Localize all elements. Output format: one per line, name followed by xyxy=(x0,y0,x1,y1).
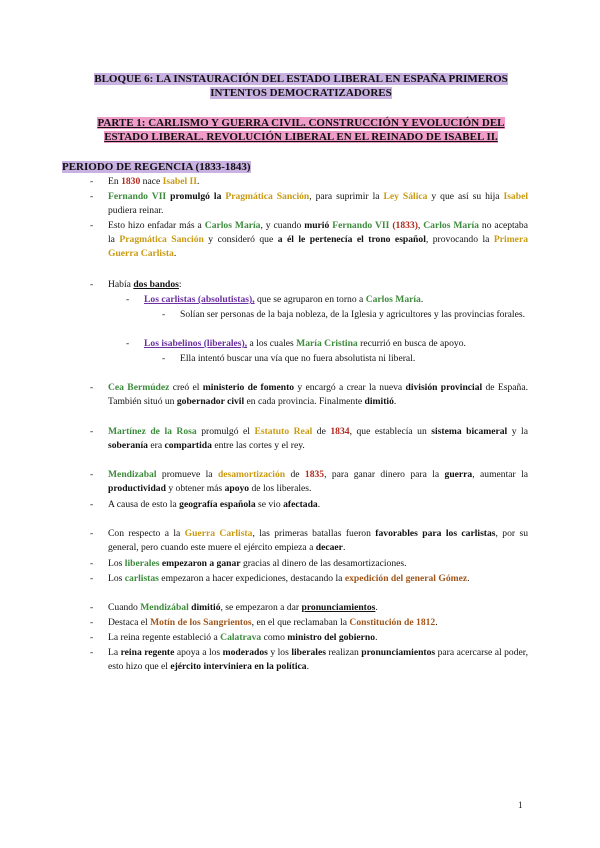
text: a los cuales xyxy=(247,338,297,349)
highlight-date: 1830 xyxy=(121,176,141,187)
text: y encargó a crear la nueva xyxy=(294,382,406,393)
page-number: 1 xyxy=(518,800,523,810)
text: , en el que reclamaban la xyxy=(251,617,350,628)
bold-text: pronunciamientos xyxy=(361,647,436,658)
text: . xyxy=(420,294,424,305)
list-item xyxy=(108,631,528,645)
highlight-term: Estatuto Real xyxy=(254,426,313,437)
bullet-marker: - xyxy=(90,528,94,539)
bullet-marker: - xyxy=(126,294,130,305)
text: no aceptaba la xyxy=(108,220,528,245)
bold-text: dimitió xyxy=(191,602,221,613)
bullet-marker: - xyxy=(90,647,94,658)
highlight-person: Carlos María xyxy=(204,220,261,231)
text: gracias al dinero de las desamortizaciones. xyxy=(240,558,407,569)
bold-text: gobernador civil xyxy=(176,396,245,407)
bullet-marker: - xyxy=(90,617,94,628)
text: empezaron a hacer expediciones, destacando la xyxy=(158,573,345,584)
bullet-marker: - xyxy=(162,353,166,364)
text: , se empezaron a dar xyxy=(220,602,302,613)
text: , que establecía un xyxy=(349,426,432,437)
text: apoya a los xyxy=(174,647,223,658)
highlight-date: 1835 xyxy=(304,469,325,480)
text: . xyxy=(342,542,346,553)
text: para acercarse al poder, esto hizo que el xyxy=(108,647,528,672)
text: , xyxy=(417,220,424,231)
text: y la xyxy=(507,426,528,437)
text: y que así su hija xyxy=(427,191,504,202)
list-item xyxy=(108,601,528,615)
text: Solían ser personas de la baja nobleza, de la Iglesia y agricultores y las provincias forales. xyxy=(180,309,525,320)
text: de España. También situó un xyxy=(108,382,528,407)
text: de xyxy=(312,426,331,437)
bold-text: empezaron a ganar xyxy=(161,558,241,569)
text: . xyxy=(306,661,309,672)
bold-text: afectada xyxy=(283,499,318,510)
bold-text: ministerio de fomento xyxy=(202,382,295,393)
list-item xyxy=(108,498,528,512)
highlight-person: Fernando VII xyxy=(108,191,167,202)
text: pudiera reinar. xyxy=(108,205,164,216)
text: Los xyxy=(108,558,125,569)
highlight-person: Mendizabal xyxy=(108,469,157,480)
text: . xyxy=(375,602,378,613)
bullet-marker: - xyxy=(90,279,94,290)
list-item xyxy=(108,468,528,496)
text: A causa de esto la xyxy=(108,499,180,510)
list-item xyxy=(108,175,528,189)
text: En xyxy=(108,176,122,187)
text: recurrió en busca de apoyo. xyxy=(357,338,466,349)
text: . xyxy=(375,632,378,643)
bullet-marker: - xyxy=(90,602,94,613)
list-item xyxy=(180,352,528,366)
text: nace xyxy=(140,176,163,187)
text: , para ganar dinero para la xyxy=(324,469,445,480)
text: La reina regente estableció a xyxy=(108,632,221,643)
highlight-person: Mendizábal xyxy=(140,602,189,613)
list-item xyxy=(144,337,528,351)
list-item xyxy=(108,278,528,292)
list-item xyxy=(108,381,528,409)
text: Con respecto a la xyxy=(108,528,185,539)
bold-text: reina regente xyxy=(120,647,175,658)
highlight-term: Primera Guerra Carlista xyxy=(108,234,528,259)
text: y obtener más xyxy=(165,483,225,494)
highlight-person: Isabel II xyxy=(162,176,198,187)
text: de los liberales. xyxy=(249,483,312,494)
bullet-marker: - xyxy=(90,382,94,393)
bold-text: productividad xyxy=(108,483,166,494)
text: promulgó el xyxy=(196,426,255,437)
text: , las primeras batallas fueron xyxy=(252,528,376,539)
text: Cuando xyxy=(108,602,141,613)
text: realizan xyxy=(325,647,362,658)
text: La xyxy=(108,647,121,658)
list-item xyxy=(108,527,528,555)
text: y los xyxy=(267,647,292,658)
highlight-person: Carlos María xyxy=(365,294,421,305)
text: : xyxy=(178,279,182,290)
text: Esto hizo enfadar más a xyxy=(108,220,205,231)
highlight-person: Martínez de la Rosa xyxy=(108,426,197,437)
part-title xyxy=(86,116,516,144)
highlight-event: Motín de los Sangrientos xyxy=(150,617,252,628)
bold-text: apoyo xyxy=(224,483,250,494)
bold-text: división provincial xyxy=(405,382,483,393)
list-item xyxy=(108,425,528,453)
list-item xyxy=(108,219,528,261)
text: Había xyxy=(108,279,134,290)
bold-text: liberales xyxy=(291,647,326,658)
bullet-marker: - xyxy=(90,558,94,569)
highlight-term: Guerra Carlista xyxy=(184,528,253,539)
bold-text: promulgó la xyxy=(170,191,222,202)
section-heading xyxy=(62,160,251,174)
highlight-date: 1834 xyxy=(330,426,350,437)
text: como xyxy=(261,632,288,643)
block-title-line2: INTENTOS DEMOCRATIZADORES xyxy=(210,87,392,99)
list-item xyxy=(108,557,528,571)
bold-text: dimitió xyxy=(364,396,394,407)
text: se vio xyxy=(255,499,284,510)
bullet-marker: - xyxy=(90,632,94,643)
highlight-group: liberales xyxy=(124,558,160,569)
text: . xyxy=(393,396,397,407)
section-heading-text: PERIODO DE REGENCIA (1833-1843) xyxy=(62,161,251,173)
list-item xyxy=(180,308,528,322)
text: Destaca el xyxy=(108,617,151,628)
bold-text: guerra xyxy=(444,469,473,480)
bold-text: moderados xyxy=(222,647,268,658)
bold-text: soberanía xyxy=(108,440,148,451)
text: entre las cortes y el rey. xyxy=(211,440,305,451)
highlight-group: Los carlistas (absolutistas), xyxy=(144,294,255,305)
bullet-marker: - xyxy=(90,191,94,202)
list-item xyxy=(108,190,528,218)
bullet-marker: - xyxy=(90,176,94,187)
bold-text: a él le pertenecía el trono español xyxy=(277,234,426,245)
highlight-group: Los isabelinos (liberales), xyxy=(144,338,248,349)
text: creó el xyxy=(169,382,203,393)
text: y consideró que xyxy=(203,234,278,245)
highlight-event: Constitución de 1812 xyxy=(349,617,436,628)
highlight-term: desamortización xyxy=(217,469,286,480)
highlight-group: carlistas xyxy=(124,573,159,584)
bullet-marker: - xyxy=(90,469,94,480)
text: en cada provincia. Finalmente xyxy=(244,396,365,407)
text: , aumentar la xyxy=(472,469,529,480)
highlight-person: Calatrava xyxy=(220,632,262,643)
bold-text: ministro del gobierno xyxy=(287,632,376,643)
text: . xyxy=(317,499,321,510)
text: . xyxy=(197,176,200,187)
text: , provocando la xyxy=(425,234,494,245)
text: , para suprimir la xyxy=(309,191,384,202)
text: promueve la xyxy=(156,469,218,480)
highlight-term: Ley Sálica xyxy=(383,191,428,202)
text: . xyxy=(435,617,438,628)
bold-text: murió xyxy=(304,220,330,231)
bullet-marker: - xyxy=(162,309,166,320)
block-title xyxy=(86,72,516,100)
bold-text: dos bandos xyxy=(133,279,179,290)
highlight-person: María Cristina xyxy=(296,338,358,349)
bullet-marker: - xyxy=(90,573,94,584)
highlight-date: (1833) xyxy=(392,220,418,231)
highlight-term: Pragmática Sanción xyxy=(225,191,310,202)
text: que se agruparon en torno a xyxy=(254,294,366,305)
highlight-person: Fernando VII xyxy=(332,220,390,231)
bold-text: sistema bicameral xyxy=(431,426,508,437)
highlight-person: Isabel xyxy=(503,191,528,202)
list-item xyxy=(144,293,528,307)
part-title-line2: ESTADO LIBERAL. REVOLUCIÓN LIBERAL EN EL REINADO DE ISABEL II. xyxy=(104,131,498,143)
text: de xyxy=(285,469,305,480)
list-item xyxy=(108,646,528,674)
bold-text: compartida xyxy=(164,440,212,451)
text: era xyxy=(147,440,165,451)
bullet-marker: - xyxy=(90,499,94,510)
text: . xyxy=(467,573,470,584)
highlight-person: Carlos María xyxy=(423,220,479,231)
bold-text: pronunciamientos xyxy=(301,602,376,613)
list-item xyxy=(108,572,528,586)
bold-text: ejército interviniera en la política xyxy=(170,661,307,672)
highlight-event: expedición del general Gómez xyxy=(344,573,468,584)
bold-text: favorables para los carlistas xyxy=(375,528,496,539)
text: , por su general, pero cuando este muere el ejército empieza a xyxy=(108,528,528,553)
bold-text: geografía española xyxy=(179,499,256,510)
highlight-person: Cea Bermúdez xyxy=(108,382,170,393)
text: , y cuando xyxy=(260,220,305,231)
text: Los xyxy=(108,573,125,584)
bullet-marker: - xyxy=(126,338,130,349)
part-title-line1: PARTE 1: CARLISMO Y GUERRA CIVIL. CONSTRUCCIÓN Y EVOLUCIÓN DEL xyxy=(97,117,505,129)
list-item xyxy=(108,616,528,630)
bullet-marker: - xyxy=(90,426,94,437)
text: Ella intentó buscar una vía que no fuera absolutista ni liberal. xyxy=(180,353,416,364)
text: . xyxy=(173,248,177,259)
block-title-line1: BLOQUE 6: LA INSTAURACIÓN DEL ESTADO LIBERAL EN ESPAÑA PRIMEROS xyxy=(94,73,508,85)
bold-text: decaer xyxy=(315,542,343,553)
highlight-term: Pragmática Sanción xyxy=(119,234,204,245)
bullet-marker: - xyxy=(90,220,94,231)
